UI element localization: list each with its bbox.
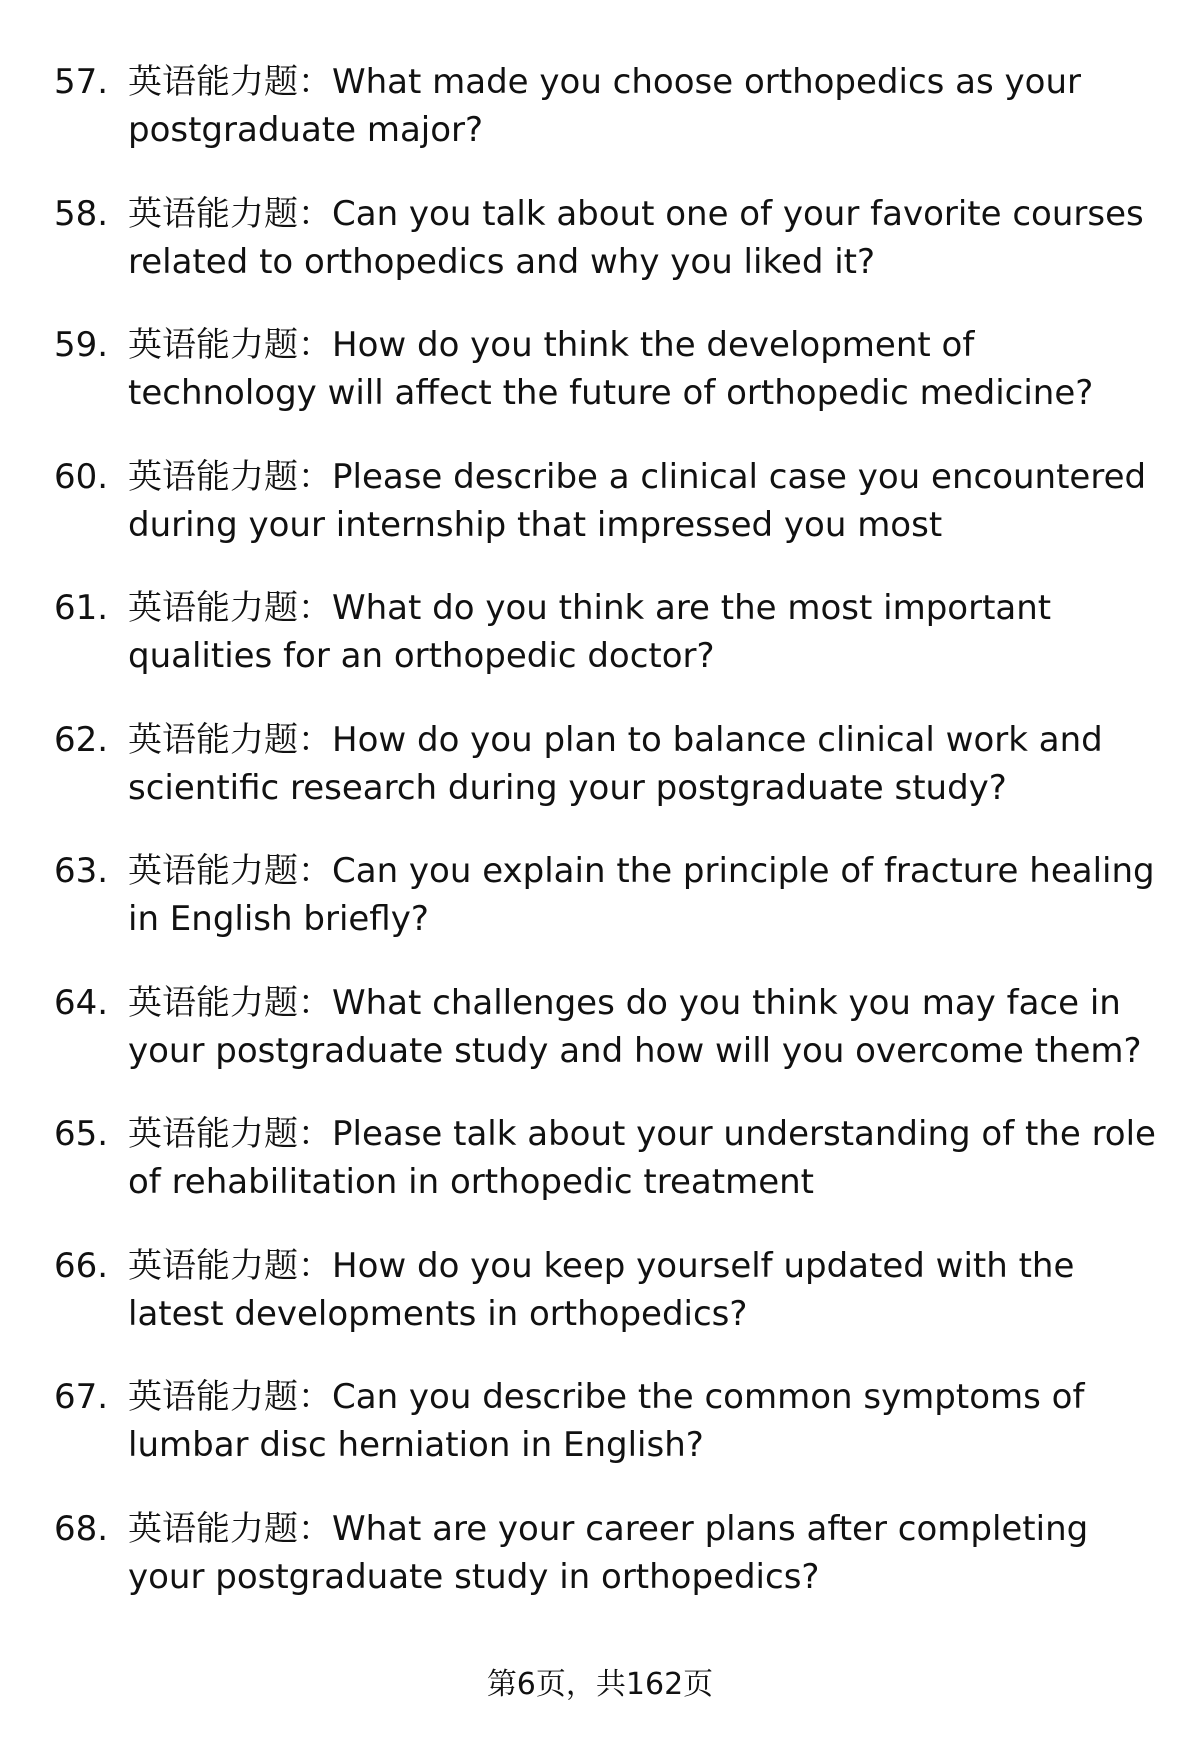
- question-item: [54, 1110, 1164, 1242]
- question-item: [54, 584, 1164, 716]
- question-category: 英语能力题：: [128, 851, 332, 891]
- question-body: [128, 1110, 1164, 1206]
- question-item: [54, 1242, 1164, 1374]
- question-item: [54, 58, 1164, 190]
- question-number: 68.: [54, 1508, 109, 1549]
- question-number: 64.: [54, 982, 109, 1023]
- question-item: [54, 453, 1164, 585]
- question-number: 67.: [54, 1377, 109, 1417]
- question-item: [54, 190, 1164, 322]
- question-body: [128, 979, 1164, 1075]
- question-number: 63.: [54, 851, 109, 891]
- question-category: 英语能力题：: [128, 325, 332, 365]
- question-number: 61.: [54, 588, 109, 628]
- question-item: [54, 321, 1164, 453]
- question-body: [128, 321, 1164, 417]
- question-category: 英语能力题：: [128, 62, 332, 102]
- question-text: How do you think the development of technology will affect the future of orthopedic medicine?: [128, 325, 1094, 413]
- question-text: What made you choose orthopedics as your postgraduate major?: [128, 62, 1081, 150]
- question-item: [54, 1505, 1164, 1637]
- question-item: [54, 847, 1164, 979]
- question-body: [128, 1242, 1164, 1338]
- question-body: [128, 584, 1164, 680]
- question-item: [54, 979, 1164, 1111]
- question-number: 57.: [54, 62, 109, 102]
- question-number: 62.: [54, 719, 109, 760]
- question-category: 英语能力题：: [128, 1377, 332, 1417]
- question-category: 英语能力题：: [128, 719, 332, 760]
- question-text: How do you plan to balance clinical work and scientific research during your postgraduate study?: [128, 719, 1103, 808]
- question-text: Please talk about your understanding of the role of rehabilitation in orthopedic treatment: [128, 1114, 1156, 1202]
- question-text: Can you talk about one of your favorite courses related to orthopedics and why you liked it?: [128, 193, 1144, 282]
- question-body: [128, 1373, 1164, 1469]
- question-category: 英语能力题：: [128, 982, 332, 1023]
- question-number: 58.: [54, 193, 109, 234]
- question-body: [128, 58, 1164, 154]
- question-text: What do you think are the most important qualities for an orthopedic doctor?: [128, 588, 1052, 676]
- question-text: Can you describe the common symptoms of lumbar disc herniation in English?: [128, 1377, 1085, 1465]
- question-category: 英语能力题：: [128, 588, 332, 628]
- question-number: 59.: [54, 325, 109, 365]
- question-category: 英语能力题：: [128, 193, 332, 234]
- question-body: [128, 716, 1164, 812]
- question-list: [54, 58, 1164, 1636]
- question-text: What challenges do you think you may face in your postgraduate study and how will you overcome them?: [128, 982, 1142, 1071]
- question-body: [128, 1505, 1164, 1601]
- question-text: How do you keep yourself updated with the latest developments in orthopedics?: [128, 1245, 1075, 1334]
- question-category: 英语能力题：: [128, 1114, 332, 1154]
- question-text: Can you explain the principle of fracture healing in English briefly?: [128, 851, 1155, 939]
- question-category: 英语能力题：: [128, 1245, 332, 1286]
- question-body: [128, 190, 1164, 286]
- question-body: [128, 847, 1164, 943]
- page-footer: 第6页，共162页: [486, 1667, 714, 1702]
- question-item: [54, 716, 1164, 848]
- question-category: 英语能力题：: [128, 456, 332, 497]
- question-number: 66.: [54, 1245, 109, 1286]
- question-number: 65.: [54, 1114, 109, 1154]
- question-body: [128, 453, 1164, 549]
- question-item: [54, 1373, 1164, 1505]
- question-category: 英语能力题：: [128, 1508, 332, 1549]
- question-text: What are your career plans after completing your postgraduate study in orthopedics?: [128, 1508, 1089, 1597]
- question-number: 60.: [54, 456, 109, 497]
- question-text: Please describe a clinical case you encountered during your internship that impressed you most: [128, 456, 1147, 545]
